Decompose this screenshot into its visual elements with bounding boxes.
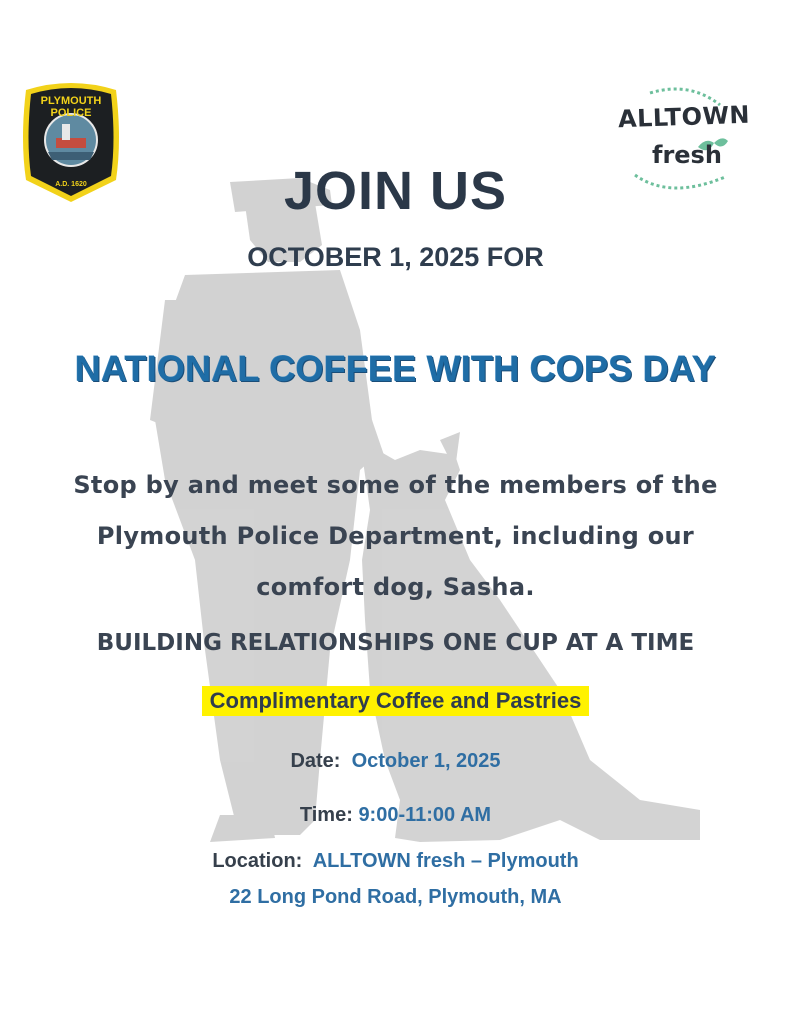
badge-bottom-text: A.D. 1620: [55, 181, 87, 188]
event-description: Stop by and meet some of the members of the Plymouth Police Department, including our comfort dog, Sasha.: [73, 471, 718, 601]
date-label: Date:: [290, 750, 341, 772]
time-line: [0, 804, 791, 827]
event-date-heading: OCTOBER 1, 2025 FOR: [247, 242, 544, 272]
highlight-row: [0, 686, 791, 716]
location-value: ALLTOWN fresh – Plymouth: [312, 850, 579, 872]
date-value: October 1, 2025: [351, 750, 501, 772]
location-line: [0, 850, 791, 873]
badge-top-text: PLYMOUTH: [40, 95, 102, 107]
time-value: 9:00-11:00 AM: [358, 804, 492, 826]
date-line: [0, 750, 791, 773]
complimentary-highlight: Complimentary Coffee and Pastries: [202, 686, 590, 716]
fresh-word: fresh: [652, 141, 722, 169]
event-title: NATIONAL COFFEE WITH COPS DAY: [74, 348, 717, 389]
tagline: BUILDING RELATIONSHIPS ONE CUP AT A TIME: [96, 630, 695, 656]
alltown-word: ALLTOWN: [617, 100, 751, 134]
join-us-heading: JOIN US: [283, 161, 508, 221]
location-label: Location:: [212, 850, 303, 872]
address-line: 22 Long Pond Road, Plymouth, MA: [229, 886, 562, 908]
time-label: Time:: [299, 804, 353, 826]
badge-second-text: POLICE: [50, 107, 92, 119]
